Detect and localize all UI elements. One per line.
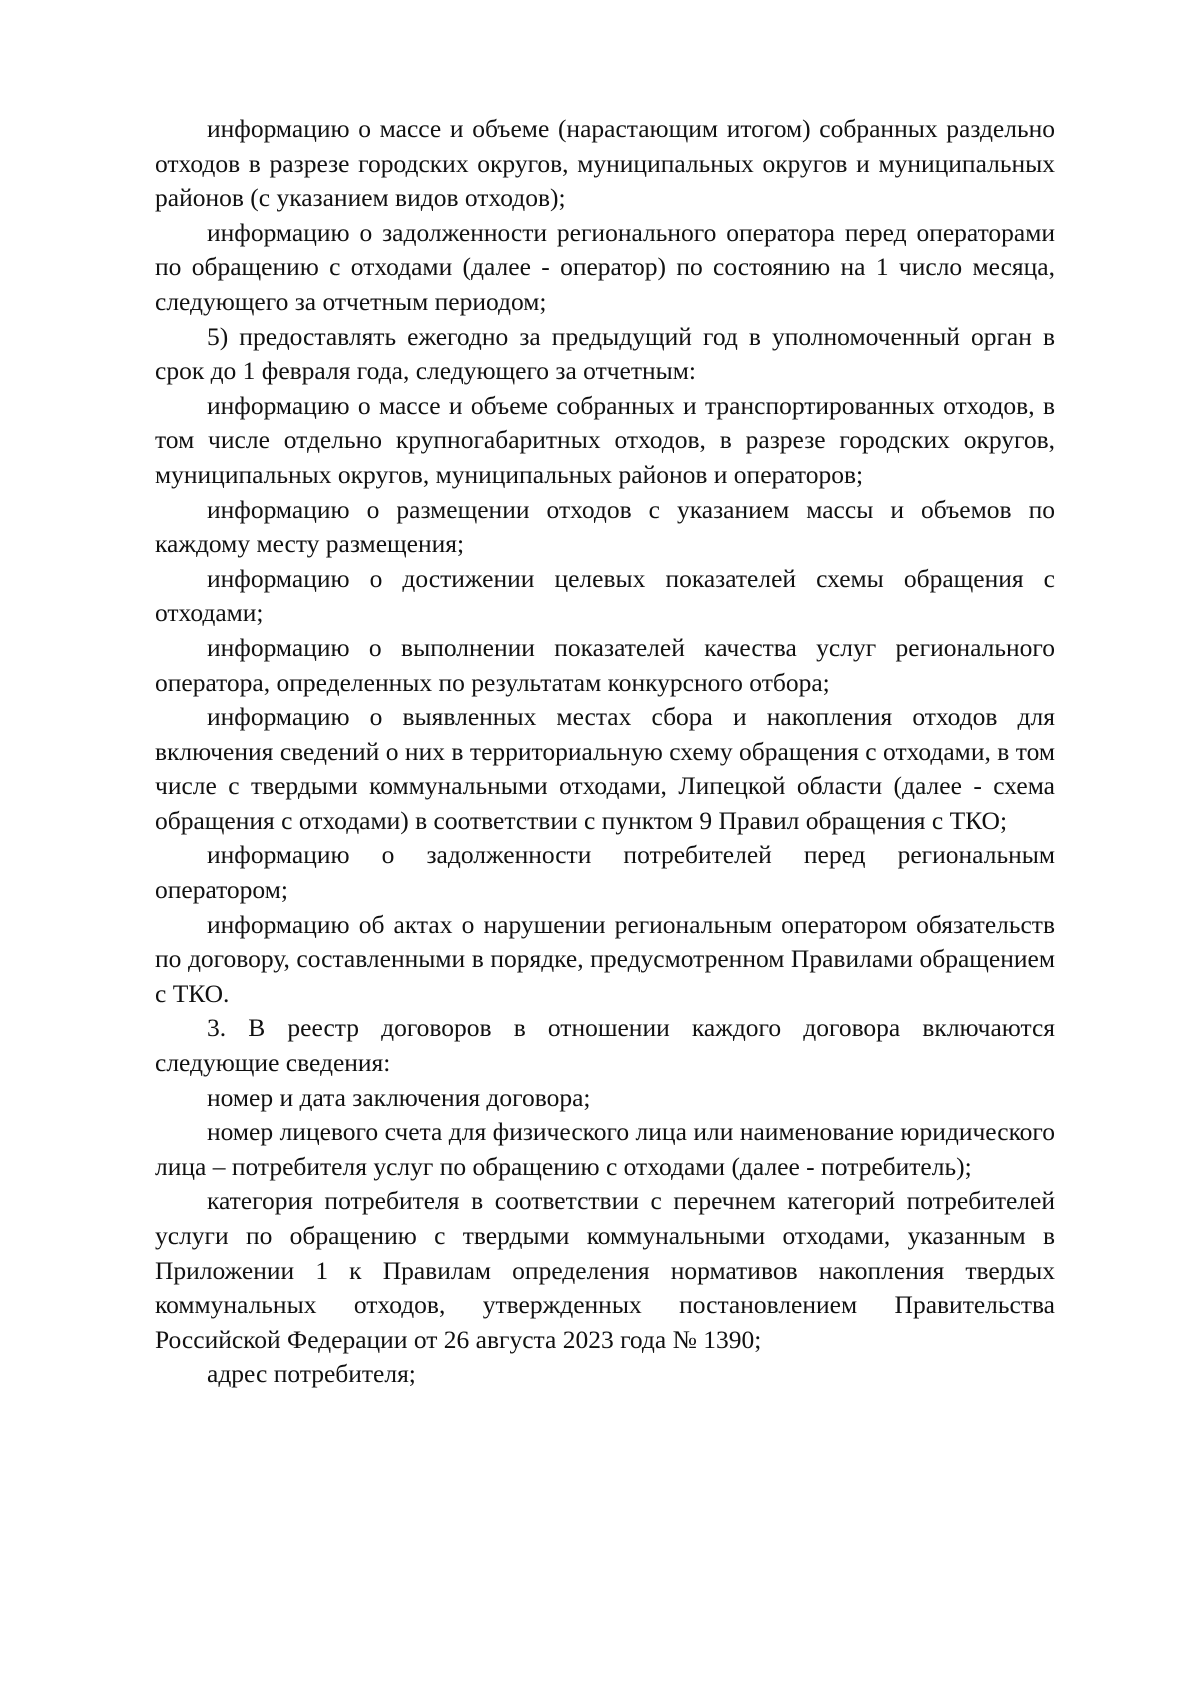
paragraph-quality-indicators: информацию о выполнении показателей качества услуг регионального оператора, определенных по результатам конкурсного отбора; [155, 632, 1055, 697]
paragraph-annual-reporting: 5) предоставлять ежегодно за предыдущий год в уполномоченный орган в срок до 1 февраля года, следующего за отчетным: [155, 321, 1055, 386]
paragraph-account-number: номер лицевого счета для физического лица или наименование юридического лица – потребителя услуг по обращению с отходами (далее - потребитель); [155, 1117, 1055, 1181]
paragraph-registry-section-3: 3. В реестр договоров в отношении каждого договора включаются следующие сведения: [155, 1013, 1055, 1078]
paragraph-collected-transported: информацию о массе и объеме собранных и транспортированных отходов, в том числе отдельно крупногабаритных отходов, в разрезе городских округов, муниципальных округов, муниципальных районов и операторов; [155, 390, 1055, 489]
paragraph-violation-acts: информацию об актах о нарушении региональным оператором обязательств по договору, составленными в порядке, предусмотренном Правилами обращением с ТКО. [155, 909, 1055, 1008]
paragraph-consumer-debt: информацию о задолженности потребителей перед региональным оператором; [155, 840, 1055, 905]
paragraph-consumer-category: категория потребителя в соответствии с перечнем категорий потребителей услуги по обращению с твердыми коммунальными отходами, указанным в Приложении 1 к Правилам определения нормативов накопления твердых коммунальных отходов, утвержденных постановлением Правительства Российской Федерации от 26 августа 2023 года № 1390; [155, 1186, 1055, 1354]
paragraph-collection-sites: информацию о выявленных местах сбора и накопления отходов для включения сведений о них в территориальную схему обращения с отходами, в том числе с твердыми коммунальными отходами, Липецкой области (далее - схема обращения с отходами) в соответствии с пунктом 9 Правил обращения с ТКО; [155, 702, 1055, 835]
paragraph-operator-debt: информацию о задолженности регионального оператора перед операторами по обращению с отходами (далее - оператор) по состоянию на 1 число месяца, следующего за отчетным периодом; [155, 217, 1055, 316]
paragraph-waste-placement: информацию о размещении отходов с указанием массы и объемов по каждому месту размещения; [155, 494, 1055, 559]
document-body [155, 112, 1055, 1392]
paragraph-consumer-address: адрес потребителя; [207, 1359, 416, 1389]
paragraph-contract-number-date: номер и дата заключения договора; [207, 1082, 591, 1112]
paragraph-mass-volume-separate: информацию о массе и объеме (нарастающим итогом) собранных раздельно отходов в разрезе городских округов, муниципальных округов и муниципальных районов (с указанием видов отходов); [155, 114, 1055, 213]
paragraph-target-indicators: информацию о достижении целевых показателей схемы обращения с отходами; [155, 563, 1055, 628]
